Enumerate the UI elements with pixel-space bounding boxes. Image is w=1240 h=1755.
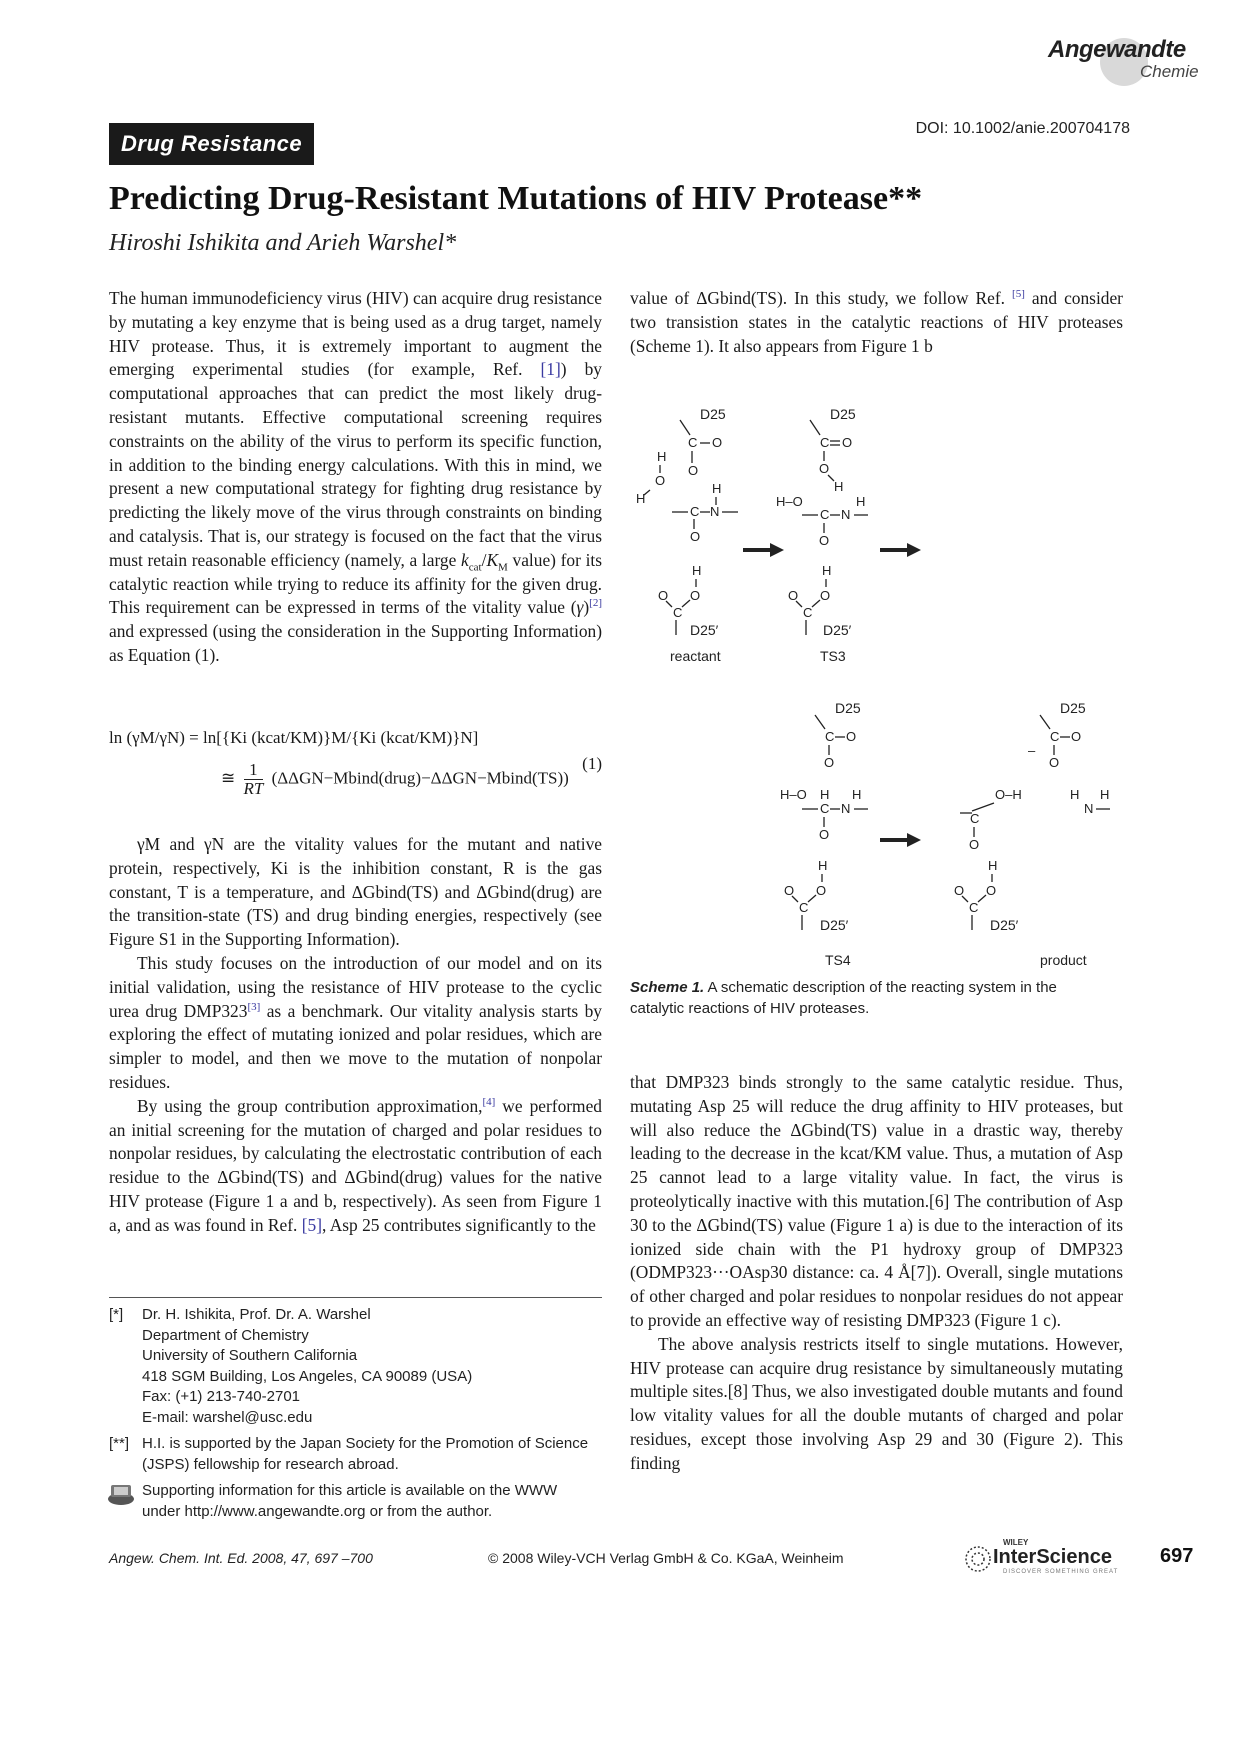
left-column-top [109, 287, 602, 668]
svg-text:C: C [820, 507, 830, 522]
doi[interactable]: DOI: 10.1002/anie.200704178 [915, 120, 1130, 137]
paragraph-double-mutants: The above analysis restricts itself to single mutations. However, HIV protease can acquire drug resistance by simultaneously mutating multiple sites.[8] Thus, we also investigated double mutants and found low vitality values for all the double mutants of charged and polar residues, except those involving Asp 29 and 30 (Figure 2). This finding [630, 1333, 1123, 1473]
svg-text:N: N [710, 504, 720, 519]
svg-text:C: C [970, 811, 980, 826]
paragraph-vitality-def: γM and γN are the vitality values for the mutant and native protein, respectively, Ki is the inhibition constant, R is the gas constant, T is a temperature, and ΔGbind(TS) and ΔGbind(drug) are the transition-state (TS) and drug binding energies, respectively (see Figure S1 in the Supporting Information). [109, 834, 602, 950]
svg-text:O: O [969, 837, 980, 852]
svg-text:O: O [819, 461, 830, 476]
svg-text:C: C [969, 900, 979, 915]
svg-text:C: C [673, 605, 683, 620]
interscience-logo: WILEY InterScience DISCOVER SOMETHING GREAT [963, 1538, 1133, 1578]
equation-line-2: ≅ $\frac{1}{RT}$ (ΔΔGN−Mbind(drug)−ΔΔGN−Mbind(TS)) [221, 760, 569, 798]
svg-text:O: O [1071, 729, 1082, 744]
svg-text:H: H [822, 563, 832, 578]
logo-main: Angewandte [1048, 36, 1186, 63]
caption-label: Scheme 1. [630, 979, 705, 996]
supporting-info-link[interactable]: under http://www.angewandte.org or from the author. [142, 1502, 493, 1520]
footnotes [109, 1305, 609, 1528]
svg-text:O: O [819, 827, 830, 842]
supporting-info-icon [107, 1483, 135, 1507]
svg-text:O: O [819, 533, 830, 548]
svg-text:N: N [841, 507, 851, 522]
svg-text:H: H [712, 481, 722, 496]
svg-text:O: O [986, 883, 997, 898]
svg-text:O: O [846, 729, 857, 744]
svg-text:H: H [636, 491, 646, 506]
label-d25p-ts4: D25′ [820, 917, 849, 933]
svg-text:C: C [690, 504, 700, 519]
svg-text:C: C [820, 435, 830, 450]
ref-2[interactable]: [2] [589, 597, 602, 610]
svg-text:N: N [1084, 801, 1094, 816]
paragraph-study-focus: This study focuses on the introduction of our model and on its initial validation, using the resistance of HIV protease to the cyclic urea drug DMP323[3] as a benchmark. Our vitality analysis starts by exploring the effect of mutating ionized and polar residues, which are simpler to model, and then we move to the mutation of nonpolar residues. [109, 952, 602, 1092]
paragraph-dmp323: that DMP323 binds strongly to the same catalytic residue. Thus, mutating Asp 25 will reduce the drug affinity to HIV proteases, but will also reduce the ΔGbind(TS) value in a drastic way, thereby leading to the decrease in the kcat/KM value. Thus, a mutation of Asp 25 cannot lead to a large vitality value. In fact, the virus is proteolytically inactive with this mutation.[6] The contribution of Asp 30 to the ΔGbind(TS) value (Figure 1 a) is due to the interaction of its ionized side chain with the P1 hydroxy group of DMP323 (ODMP323···OAsp30 distance: ca. 4 Å[7]). Overall, single mutations of other charged and polar residues to nonpolar residues do not appear to provide an effective way of resisting DMP323 (Figure 1 c). [630, 1072, 1123, 1330]
svg-text:O: O [824, 755, 835, 770]
svg-text:O: O [816, 883, 827, 898]
article-title: Predicting Drug-Resistant Mutations of HIV Protease** [109, 180, 923, 217]
svg-text:O: O [1049, 755, 1060, 770]
svg-text:O: O [788, 588, 799, 603]
svg-text:O: O [820, 588, 831, 603]
footnote-affiliation: [*] Dr. H. Ishikita, Prof. Dr. A. Warshel Department of Chemistry University of Southern California 418 SGM Building, Los Angeles, CA 90089 (USA) Fax: (+1) 213-740-2701 E-mail: warshel@usc.edu [109, 1305, 609, 1428]
svg-text:–: – [1028, 743, 1036, 758]
svg-text:O: O [842, 435, 853, 450]
logo-sub: Chemie [1140, 62, 1199, 81]
footer-copyright: © 2008 Wiley-VCH Verlag GmbH & Co. KGaA, Weinheim [488, 1550, 844, 1566]
footnote-funding: [**] H.I. is supported by the Japan Society for the Promotion of Science (JSPS) fellowship for research abroad. [109, 1435, 589, 1473]
svg-text:O: O [655, 473, 666, 488]
svg-text:O: O [688, 463, 699, 478]
label-d25p-product: D25′ [990, 917, 1019, 933]
ref-1[interactable]: [1] [540, 359, 561, 380]
svg-text:C: C [825, 729, 835, 744]
page-number: 697 [1160, 1545, 1194, 1567]
svg-text:N: N [841, 801, 851, 816]
svg-text:H–O: H–O [780, 787, 807, 802]
journal-logo [1040, 30, 1220, 90]
label-d25-product: D25 [1060, 700, 1086, 716]
right-column-top [630, 287, 1123, 358]
svg-text:C: C [820, 801, 830, 816]
footnote-rule [109, 1297, 602, 1298]
section-tag: Drug Resistance [109, 123, 314, 165]
svg-text:O: O [784, 883, 795, 898]
svg-text:O: O [712, 435, 723, 450]
svg-text:O: O [690, 588, 701, 603]
equation-fraction: $\frac{1}{RT}$ [243, 760, 264, 798]
authors: Hiroshi Ishikita and Arieh Warshel* [109, 230, 457, 256]
svg-text:O–H: O–H [995, 787, 1022, 802]
svg-text:H: H [834, 479, 844, 494]
svg-text:H: H [1100, 787, 1110, 802]
svg-text:H: H [692, 563, 702, 578]
svg-text:H: H [818, 858, 828, 873]
svg-text:C: C [799, 900, 809, 915]
svg-text:H: H [856, 494, 866, 509]
label-reactant: reactant [670, 648, 721, 664]
equation-number: (1) [582, 754, 602, 773]
svg-text:H: H [657, 449, 667, 464]
equation-line-1: ln (γM/γN) = ln[{Ki (kcat/KM)}M/{Ki (kcat/KM)}N] [109, 728, 479, 747]
svg-text:C: C [1050, 729, 1060, 744]
label-d25p-reactant: D25′ [690, 622, 719, 638]
label-ts3: TS3 [820, 648, 846, 664]
scheme-1-figure [630, 395, 1130, 975]
footer-citation: Angew. Chem. Int. Ed. 2008, 47, 697 –700 [109, 1550, 373, 1566]
svg-text:H: H [852, 787, 862, 802]
svg-text:O: O [690, 529, 701, 544]
label-d25-ts3: D25 [830, 406, 856, 422]
email-link[interactable]: E-mail: warshel@usc.edu [142, 1408, 313, 1426]
svg-text:H–O: H–O [776, 494, 803, 509]
paragraph-ts: value of ΔGbind(TS). In this study, we follow Ref. [5] and consider two transistion states in the catalytic reactions of HIV proteases (Scheme 1). It also appears from Figure 1 b [630, 288, 1123, 356]
svg-text:H: H [988, 858, 998, 873]
ref-4[interactable]: [4] [482, 1095, 496, 1108]
paragraph-intro: The human immunodeficiency virus (HIV) can acquire drug resistance by mutating a key enzyme that is being used as a drug target, namely HIV protease. Thus, it is extremely important to augment the emerging experimental studies (for example, Ref. [1]) by computational approaches that can predict the most likely drug-resistant mutants. Effective computational screening requires constraints on the ability of the virus to perform its specific function, in addition to the binding energy calculations. With this in mind, we present a new computational strategy for fighting drug resistance by predicting the likely move of the virus through constraints on binding and catalysis. That is, our strategy is focused on the fact that the virus must retain reasonable efficiency (namely, a large $k_{cat}/K_M$ value) for its catalytic reaction while trying to reduce its affinity for the given drug. This requirement can be expressed in terms of the vitality value (γ)[2] and expressed (using the consideration in the Supporting Information) as Equation (1). [109, 288, 603, 665]
interscience-globe-icon [963, 1544, 993, 1574]
label-d25-reactant: D25 [700, 406, 726, 422]
label-d25p-ts3: D25′ [823, 622, 852, 638]
ref-3[interactable]: [3] [247, 1000, 261, 1013]
ref-5b[interactable]: [5] [1012, 288, 1025, 301]
svg-text:O: O [954, 883, 965, 898]
right-column-bottom [630, 1071, 1123, 1476]
svg-text:O: O [658, 588, 669, 603]
scheme-caption: Scheme 1. A schematic description of the reacting system in the catalytic reactions of HIV proteases. [630, 979, 1057, 1017]
svg-text:C: C [688, 435, 698, 450]
label-product: product [1040, 952, 1087, 968]
scheme-1 [630, 395, 1130, 975]
footnote-supporting-info: Supporting information for this article is available on the WWW under http://www.angewandte.org or from the author. [109, 1481, 609, 1522]
svg-text:H: H [1070, 787, 1080, 802]
label-ts4: TS4 [825, 952, 851, 968]
label-d25-ts4: D25 [835, 700, 861, 716]
svg-text:C: C [803, 605, 813, 620]
left-column-mid [109, 833, 602, 1238]
paragraph-group-contribution: By using the group contribution approximation,[4] we performed an initial screening for the mutation of charged and polar residues to nonpolar residues, by calculating the electrostatic contribution of each residue to the ΔGbind(TS) and ΔGbind(drug) values for the native HIV protease (Figure 1 a and b, respectively). As seen from Figure 1 a, and as was found in Ref. [5], Asp 25 contributes significantly to the [109, 1095, 602, 1235]
ref-5[interactable]: [5] [301, 1214, 322, 1235]
svg-text:H: H [820, 787, 830, 802]
